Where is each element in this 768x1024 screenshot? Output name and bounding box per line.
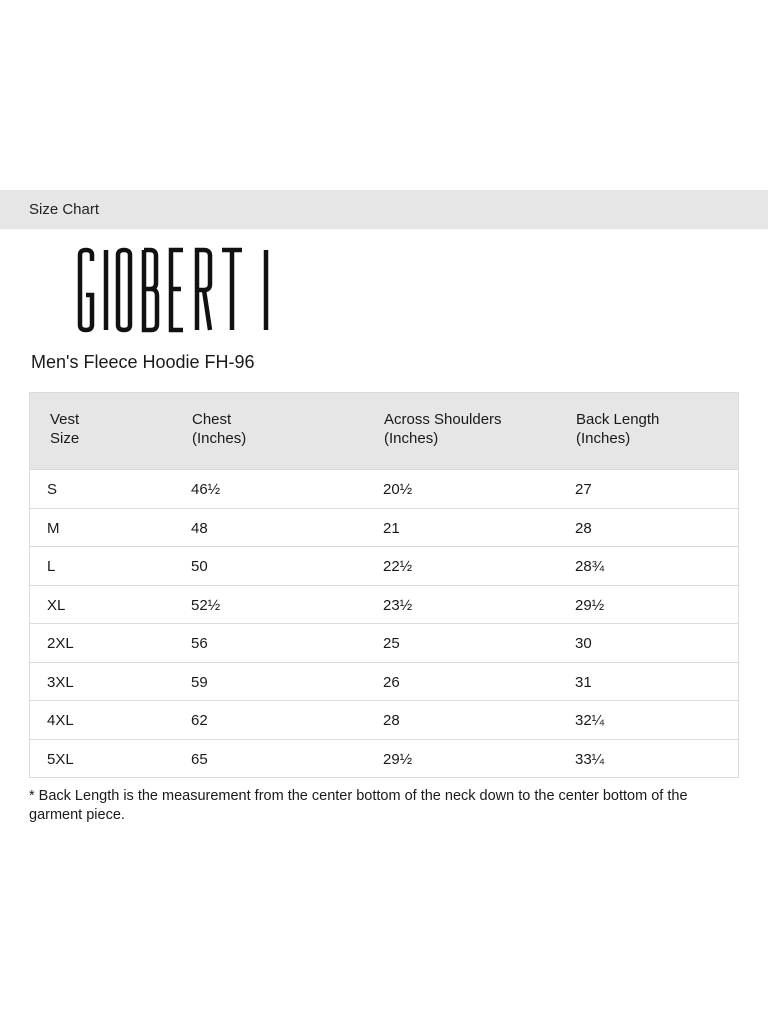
- cell-chest: 56: [191, 635, 208, 652]
- table-row: [30, 662, 738, 701]
- size-chart-header: [0, 190, 768, 229]
- table-row: [30, 739, 738, 778]
- header-vest-size: Vest Size: [50, 411, 80, 447]
- table-row: [30, 469, 738, 508]
- cell-size: S: [47, 481, 58, 498]
- table-row: [30, 546, 738, 585]
- table-row: [30, 585, 738, 624]
- cell-back-length: 31: [575, 673, 592, 691]
- table-row: [30, 700, 738, 739]
- cell-size: 4XL: [47, 712, 74, 729]
- gioberti-logo-icon: [76, 247, 276, 333]
- cell-back-length: 27: [575, 481, 592, 498]
- cell-chest: 46½: [191, 481, 221, 498]
- cell-shoulders: 22½: [383, 558, 413, 575]
- header-chest: Chest (Inches): [192, 411, 247, 447]
- table-row: [30, 623, 738, 662]
- back-length-footnote: * Back Length is the measurement from the center bottom of the neck down to the center bottom of the garment piece.: [29, 788, 688, 823]
- header-back-length: Back Length (Inches): [576, 411, 660, 447]
- product-title: Men's Fleece Hoodie FH-96: [31, 352, 255, 372]
- cell-size: 5XL: [47, 750, 74, 768]
- cell-shoulders: 25: [383, 635, 400, 652]
- header-across-shoulders: Across Shoulders (Inches): [384, 411, 502, 447]
- cell-back-length: 28¾: [575, 558, 605, 575]
- cell-size: 3XL: [47, 673, 74, 691]
- brand-logo: [76, 247, 276, 333]
- cell-back-length: 32¼: [575, 712, 605, 729]
- cell-back-length: 30: [575, 635, 592, 652]
- cell-shoulders: 23½: [383, 596, 413, 614]
- table-row: [30, 508, 738, 547]
- cell-chest: 62: [191, 712, 208, 729]
- size-table: [29, 392, 739, 778]
- cell-shoulders: 21: [383, 519, 400, 537]
- cell-chest: 65: [191, 750, 208, 768]
- cell-shoulders: 29½: [383, 750, 413, 768]
- cell-size: XL: [47, 596, 66, 614]
- cell-size: M: [47, 519, 60, 537]
- cell-size: 2XL: [47, 635, 74, 652]
- cell-chest: 59: [191, 673, 208, 691]
- cell-back-length: 29½: [575, 596, 605, 614]
- cell-shoulders: 20½: [383, 481, 413, 498]
- cell-chest: 48: [191, 519, 208, 537]
- cell-shoulders: 28: [383, 712, 400, 729]
- cell-back-length: 33¼: [575, 750, 605, 768]
- cell-shoulders: 26: [383, 673, 400, 691]
- cell-chest: 50: [191, 558, 208, 575]
- header-title: Size Chart: [29, 201, 100, 218]
- cell-chest: 52½: [191, 596, 221, 614]
- table-header-row: [30, 393, 738, 469]
- cell-back-length: 28: [575, 519, 592, 537]
- cell-size: L: [47, 558, 56, 575]
